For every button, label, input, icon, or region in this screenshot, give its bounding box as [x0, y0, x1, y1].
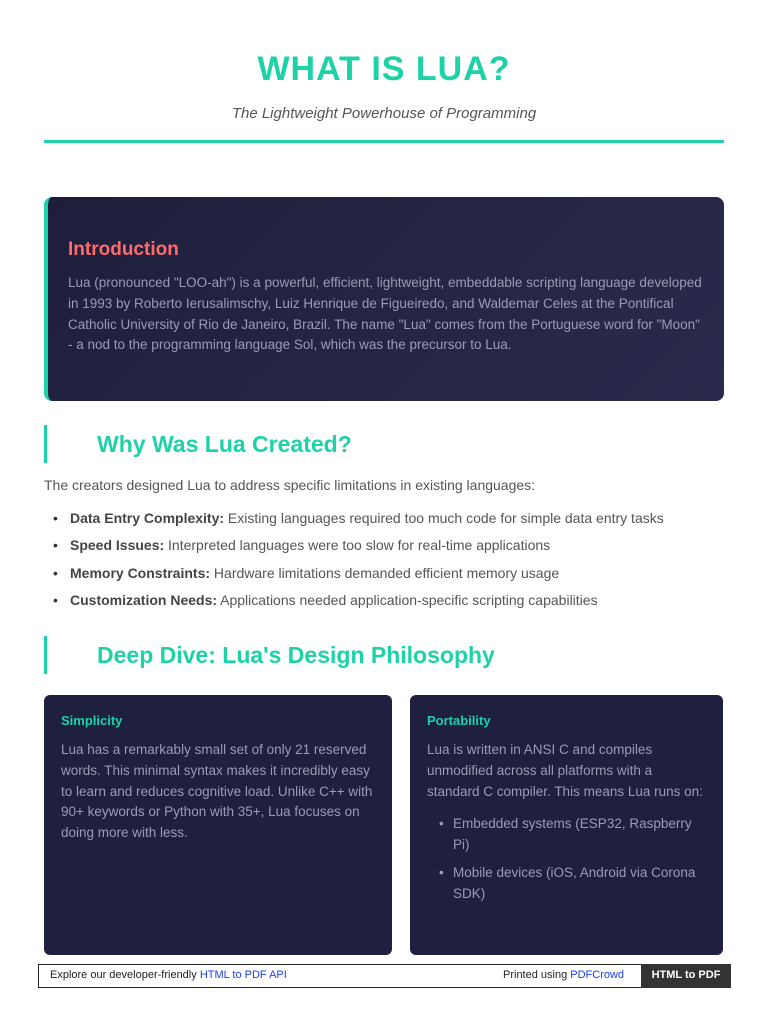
bullet-icon: •: [53, 564, 58, 581]
list-item-text: Embedded systems (ESP32, Raspberry Pi): [453, 816, 692, 853]
simplicity-title: Simplicity: [61, 713, 123, 728]
pdfcrowd-link[interactable]: PDFCrowd: [570, 969, 625, 981]
list-item-term: Memory Constraints:: [70, 564, 211, 581]
bullet-icon: •: [53, 591, 58, 608]
list-item-term: Data Entry Complexity:: [70, 510, 225, 526]
bullet-icon: •: [53, 537, 58, 554]
header-divider: [44, 140, 724, 143]
deep-dive-heading: Deep Dive: Lua's Design Philosophy: [44, 636, 724, 674]
portability-text: Lua is written in ANSI C and compiles unmodified across all platforms with a standard C compiler. This means Lua runs on:: [427, 742, 703, 799]
bullet-icon: •: [439, 864, 444, 880]
list-item: [439, 814, 706, 856]
html-to-pdf-button[interactable]: HTML to PDF: [641, 964, 731, 988]
list-item: [53, 564, 664, 592]
list-item-term: Speed Issues:: [70, 537, 165, 554]
list-item-desc: Hardware limitations demanded efficient memory usage: [210, 564, 560, 581]
footer-promo: [50, 969, 287, 981]
simplicity-card: [44, 695, 392, 955]
list-item-term: Customization Needs:: [70, 591, 218, 608]
page-header: [0, 0, 768, 122]
introduction-text: Lua (pronounced "LOO-ah") is a powerful, efficient, lightweight, embeddable scripting language developed in 1993 by Roberto Ierusalimschy, Luiz Henrique de Figueiredo, and Waldemar Celes at the Pontifical Catholic University of Rio de Janeiro, Brazil. The name "Lua" comes from the Portuguese word for "Moon" - a nod to the programming language Sol, which was the precursor to Lua.: [68, 275, 702, 353]
why-lua-heading: Why Was Lua Created?: [44, 425, 724, 463]
list-item: [439, 863, 706, 905]
bullet-icon: •: [53, 510, 58, 526]
simplicity-text: Lua has a remarkably small set of only 21 reserved words. This minimal syntax makes it incredibly easy to learn and reduces cognitive load. Unlike C++ with 90+ keywords or Python with 35+, Lua focuses on doing more with less.: [61, 742, 373, 841]
why-lua-intro: The creators designed Lua to address specific limitations in existing languages:: [44, 477, 536, 493]
introduction-card: [44, 197, 724, 401]
list-item: [53, 510, 664, 537]
list-item-desc: Interpreted languages were too slow for real-time applications: [164, 537, 551, 554]
list-item: [53, 591, 664, 619]
bullet-icon: •: [439, 816, 444, 832]
list-item-desc: Applications needed application-specific scripting capabilities: [217, 591, 598, 608]
pdf-footer-bar: [38, 964, 731, 988]
footer-promo-text: Explore our developer-friendly: [50, 969, 200, 981]
portability-title: Portability: [427, 713, 491, 728]
portability-list: [427, 814, 706, 904]
introduction-heading: Introduction: [68, 239, 179, 260]
portability-card: [410, 695, 723, 955]
list-item-text: Mobile devices (iOS, Android via Corona SDK): [453, 864, 696, 901]
footer-printed-by: [503, 969, 624, 981]
page-title: WHAT IS LUA?: [257, 50, 511, 88]
html-to-pdf-api-link[interactable]: HTML to PDF API: [199, 969, 287, 981]
footer-printed-text: Printed using: [503, 969, 571, 981]
list-item: [53, 537, 664, 564]
why-lua-list: [53, 510, 664, 619]
list-item-desc: Existing languages required too much code for simple data entry tasks: [224, 510, 664, 526]
page-subtitle: The Lightweight Powerhouse of Programming: [231, 105, 537, 122]
